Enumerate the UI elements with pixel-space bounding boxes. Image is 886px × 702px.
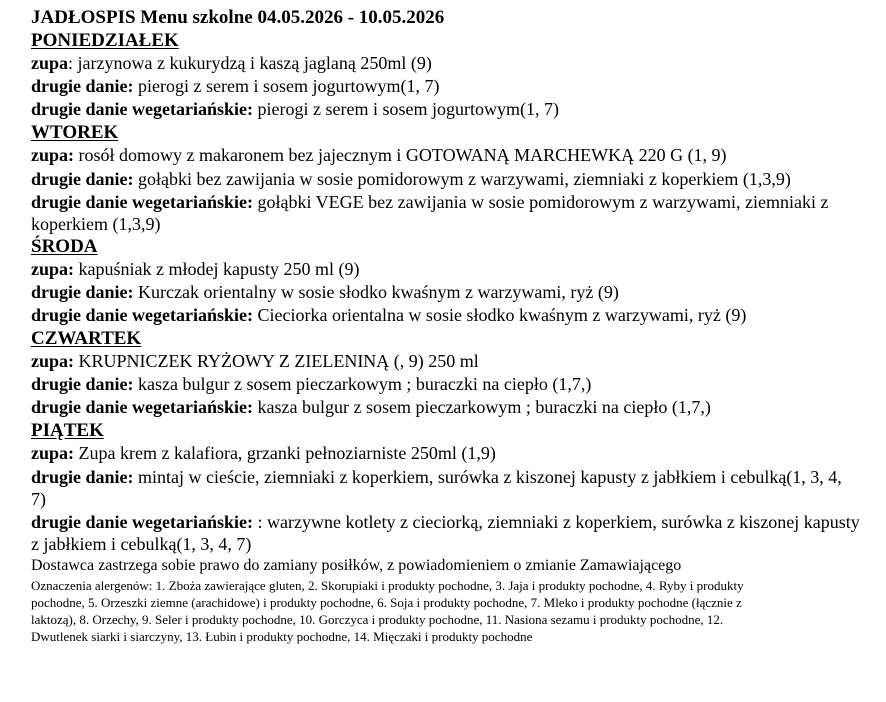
vegetarian-dish-line: [31, 304, 861, 327]
main-dish-label: drugie danie:: [31, 467, 134, 487]
soup-text: Zupa krem z kalafiora, grzanki pełnoziarniste 250ml (1,9): [74, 443, 496, 463]
day-heading: WTOREK: [31, 122, 119, 143]
vegetarian-dish-text: Cieciorka orientalna w sosie słodko kwaśnym z warzywami, ryż (9): [253, 305, 747, 325]
soup-line: [31, 144, 861, 167]
day-section-wednesday: [31, 235, 861, 327]
main-dish-line: [31, 281, 861, 304]
day-section-monday: [31, 29, 861, 121]
vegetarian-dish-label: drugie danie wegetariańskie:: [31, 512, 253, 532]
soup-label: zupa:: [31, 443, 75, 463]
main-dish-text: gołąbki bez zawijania w sosie pomidorowym z warzywami, ziemniaki z koperkiem (1,3,9): [133, 169, 791, 189]
main-dish-label: drugie danie:: [31, 374, 134, 394]
vegetarian-dish-text: pierogi z serem i sosem jogurtowym(1, 7): [253, 99, 559, 119]
soup-line: [31, 442, 861, 465]
main-dish-text: kasza bulgur z sosem pieczarkowym ; buraczki na ciepło (1,7,): [133, 374, 592, 394]
day-section-thursday: [31, 327, 861, 419]
soup-label: zupa: [31, 53, 69, 73]
day-section-friday: [31, 419, 861, 555]
soup-text: rosół domowy z makaronem bez jajecznym i GOTOWANĄ MARCHEWKĄ 220 G (1, 9): [74, 145, 727, 165]
vegetarian-dish-line: [31, 98, 861, 121]
vegetarian-dish-label: drugie danie wegetariańskie:: [31, 99, 253, 119]
soup-line: [31, 52, 861, 75]
vegetarian-dish-line: [31, 511, 861, 555]
main-dish-label: drugie danie:: [31, 169, 134, 189]
day-section-tuesday: [31, 121, 861, 235]
soup-label: zupa:: [31, 351, 75, 371]
vegetarian-dish-label: drugie danie wegetariańskie:: [31, 397, 253, 417]
vegetarian-dish-label: drugie danie wegetariańskie:: [31, 192, 253, 212]
soup-text: kapuśniak z młodej kapusty 250 ml (9): [74, 259, 360, 279]
vegetarian-dish-line: [31, 191, 861, 235]
supplier-note: Dostawca zastrzega sobie prawo do zamiany posiłków, z powiadomieniem o zmianie Zamawiającego: [31, 557, 682, 574]
day-heading: CZWARTEK: [31, 328, 142, 349]
soup-text: : jarzynowa z kukurydzą i kaszą jaglaną 250ml (9): [68, 53, 432, 73]
soup-line: [31, 258, 861, 281]
main-dish-label: drugie danie:: [31, 76, 134, 96]
soup-label: zupa:: [31, 145, 75, 165]
main-dish-line: [31, 466, 861, 510]
day-heading: PONIEDZIAŁEK: [31, 30, 179, 51]
soup-text: KRUPNICZEK RYŻOWY Z ZIELENINĄ (, 9) 250 ml: [74, 351, 479, 371]
vegetarian-dish-text: gołąbki VEGE bez zawijania w sosie pomidorowym z warzywami, ziemniaki z koperkiem (1,3,9): [31, 192, 829, 234]
day-heading: ŚRODA: [31, 236, 98, 257]
main-dish-text: pierogi z serem i sosem jogurtowym(1, 7): [133, 76, 440, 96]
menu-document: [31, 6, 861, 645]
vegetarian-dish-text: kasza bulgur z sosem pieczarkowym ; buraczki na ciepło (1,7,): [253, 397, 711, 417]
allergen-legend: Oznaczenia alergenów: 1. Zboża zawierające gluten, 2. Skorupiaki i produkty pochodne, 3. Jaja i produkty pochodne, 4. Ryby i produkty pochodne, 5. Orzeszki ziemne (arachidowe) i produkty pochodne, 6. Soja i produkty pochodne, 7. Mleko i produkty pochodne (łącznie z laktozą), 8. Orzechy, 9. Seler i produkty pochodne, 10. Gorczyca i produkty pochodne, 11. Nasiona sezamu i produkty pochodne, 12. Dwutlenek siarki i siarczyny, 13. Łubin i produkty pochodne, 14. Mięczaki i produkty pochodne: [31, 578, 744, 644]
vegetarian-dish-text: : warzywne kotlety z cieciorką, ziemniaki z koperkiem, surówka z kiszonej kapusty z jabłkiem i cebulką(1, 3, 4, 7): [31, 512, 860, 554]
day-heading: PIĄTEK: [31, 420, 104, 441]
vegetarian-dish-label: drugie danie wegetariańskie:: [31, 305, 253, 325]
main-dish-text: Kurczak orientalny w sosie słodko kwaśnym z warzywami, ryż (9): [133, 282, 619, 302]
soup-line: [31, 350, 861, 373]
main-dish-label: drugie danie:: [31, 282, 134, 302]
main-dish-text: mintaj w cieście, ziemniaki z koperkiem, surówka z kiszonej kapusty z jabłkiem i cebulką(1, 3, 4, 7): [31, 467, 842, 509]
main-dish-line: [31, 75, 861, 98]
main-dish-line: [31, 373, 861, 396]
vegetarian-dish-line: [31, 396, 861, 419]
soup-label: zupa:: [31, 259, 75, 279]
main-dish-line: [31, 168, 861, 190]
page-title: JADŁOSPIS Menu szkolne 04.05.2026 - 10.05.2026: [31, 7, 445, 28]
